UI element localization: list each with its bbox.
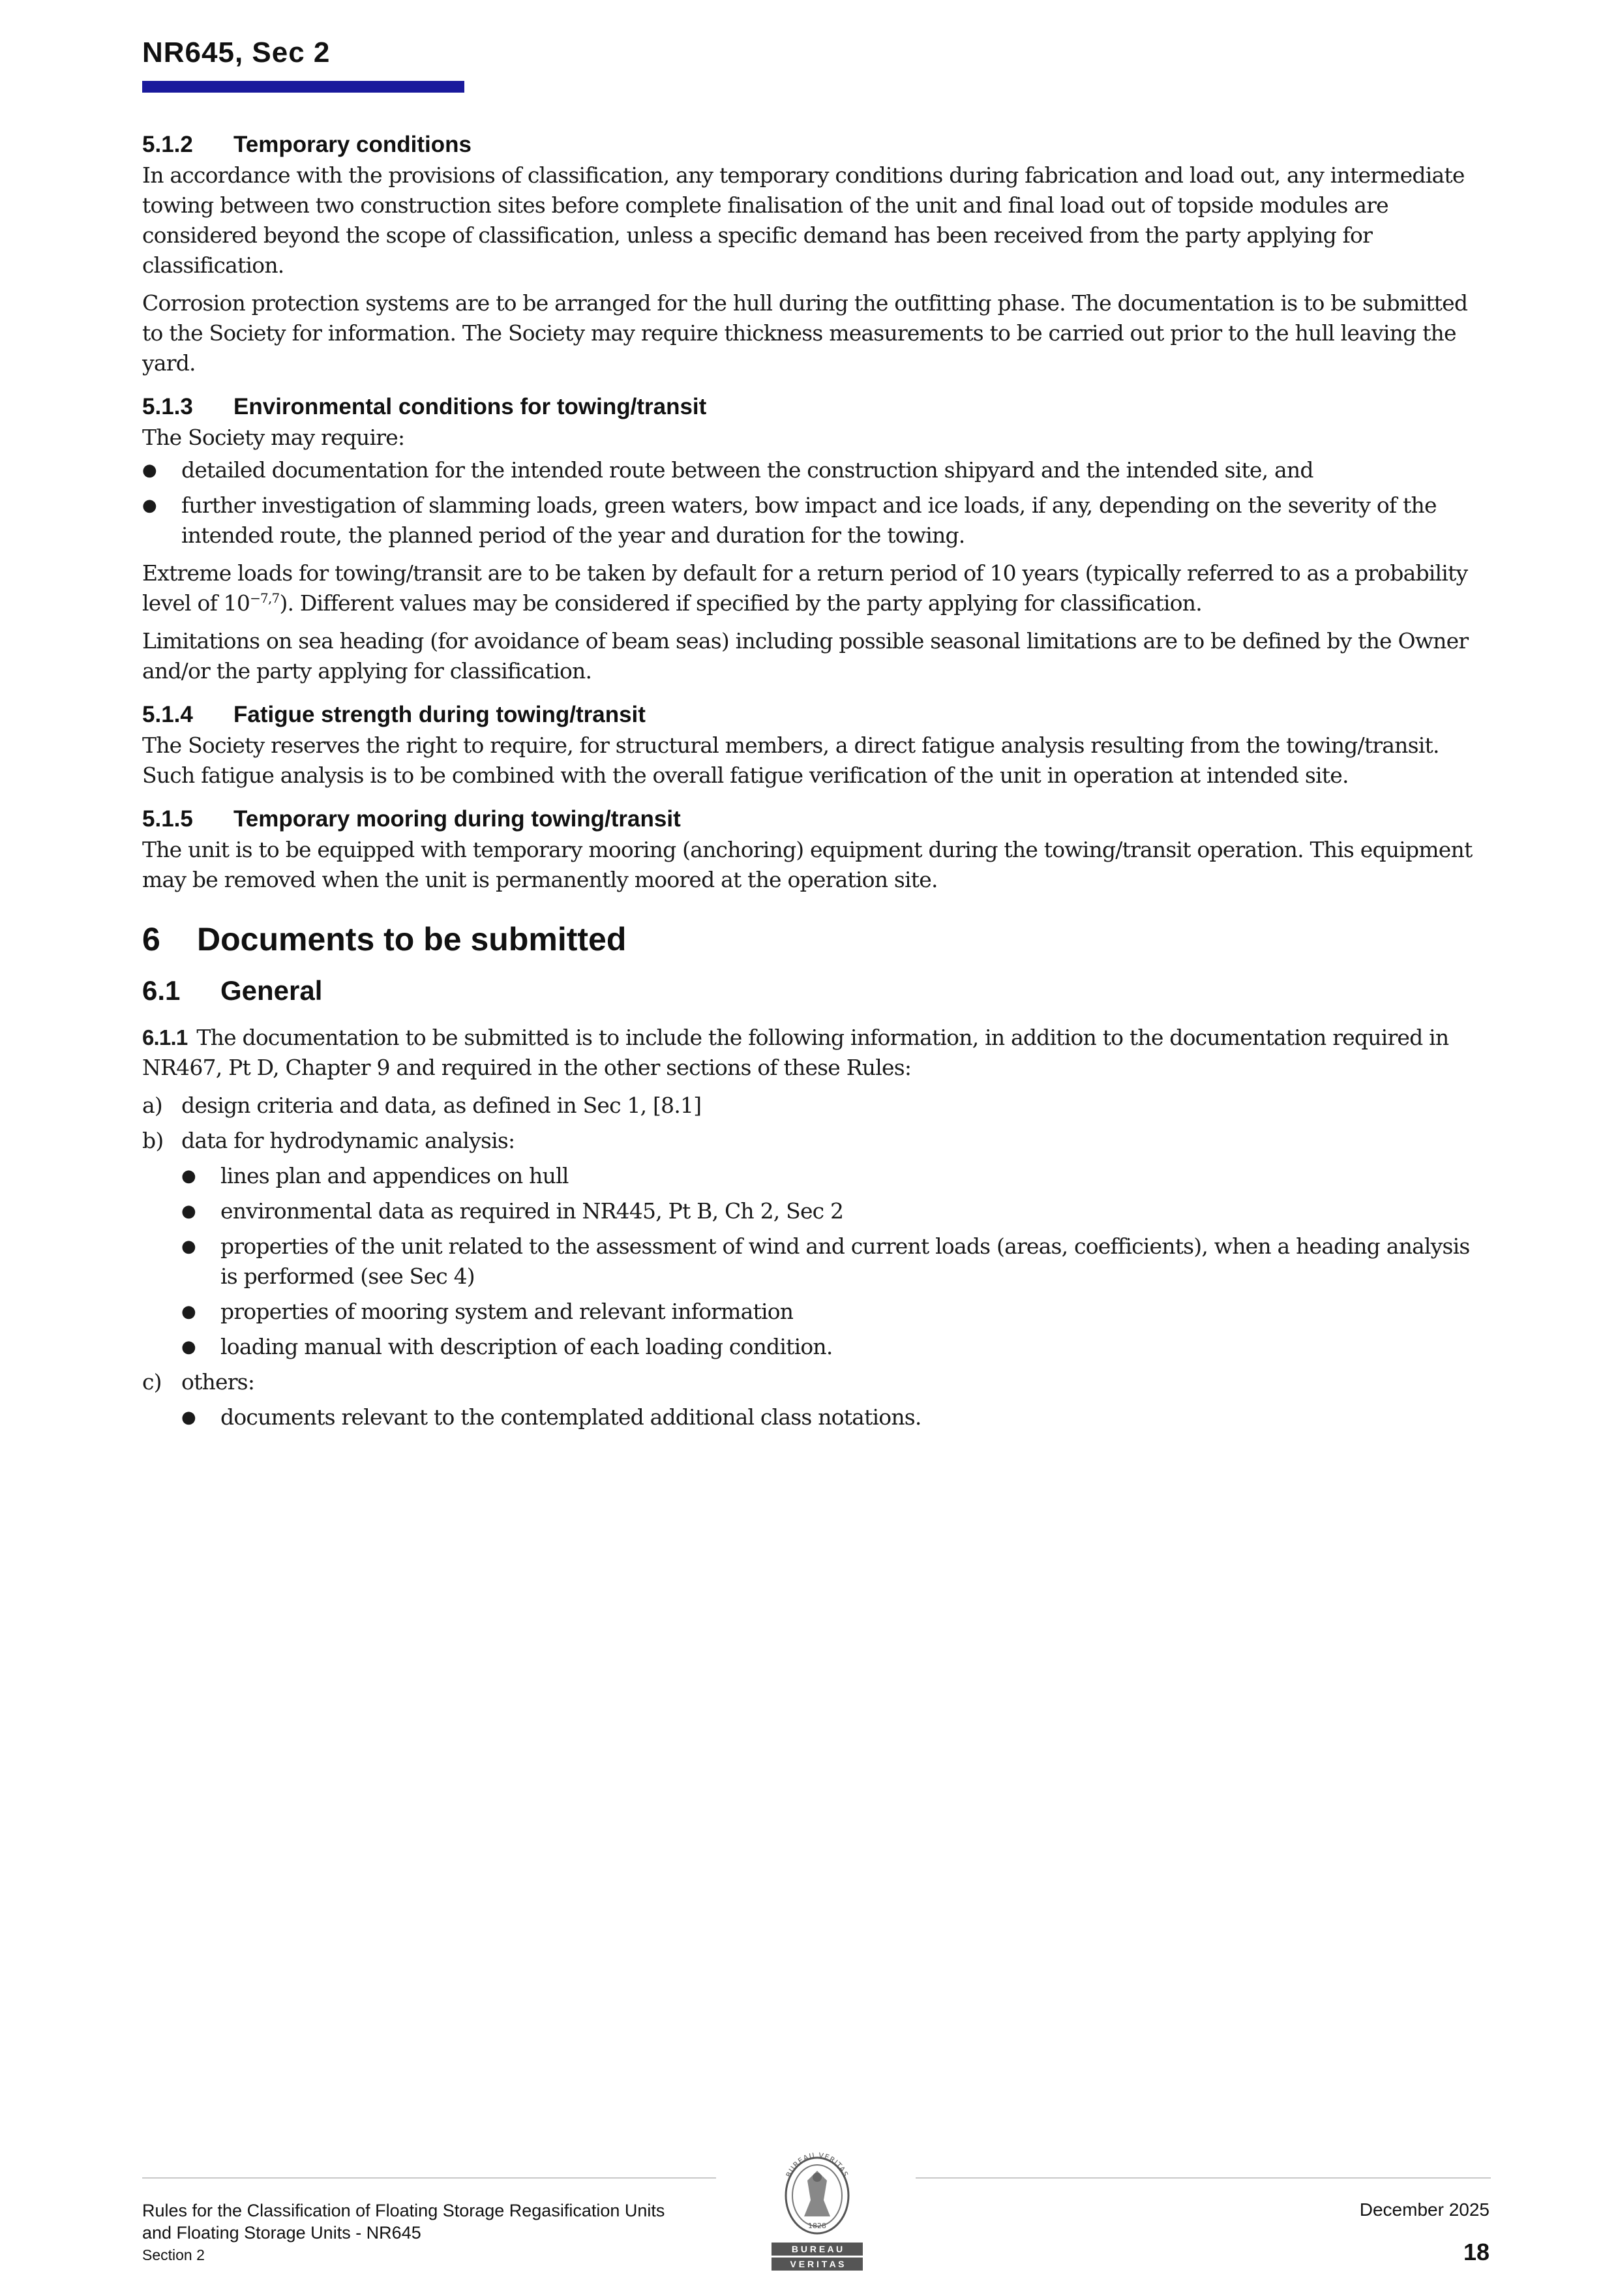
bullet-list bbox=[181, 1161, 1483, 1362]
lettered-list bbox=[142, 1091, 1483, 1432]
bullet-icon: ● bbox=[181, 1201, 196, 1221]
heading-5-1-2 bbox=[142, 130, 1483, 159]
footer-section: Section 2 bbox=[142, 2246, 205, 2263]
heading-number: 6.1 bbox=[142, 975, 181, 1006]
heading-5-1-4 bbox=[142, 701, 1483, 729]
heading-number: 5.1.3 bbox=[142, 394, 193, 419]
list-item: ● lines plan and appendices on hull bbox=[181, 1161, 1483, 1191]
bureau-veritas-logo bbox=[768, 2151, 866, 2275]
list-item-b: b) data for hydrodynamic analysis: ● lines plan and appendices on hull ● environmental data as required in NR445, Pt B, Ch 2, Sec 2 ● properties of the unit related to the assessment of wind and current loads (areas, coefficients), when a heading analysis is performed (see Sec 4) ● properties of mooring system and relevant information ● loading manual with description of each loading condition. bbox=[142, 1126, 1483, 1362]
heading-text: Fatigue strength during towing/transit bbox=[233, 702, 646, 727]
heading-number: 5.1.5 bbox=[142, 806, 193, 832]
paragraph: The unit is to be equipped with temporary mooring (anchoring) equipment during the towing/transit operation. This equipment may be removed when the unit is permanently moored at the operation site. bbox=[142, 837, 1473, 892]
list-item-a: a) design criteria and data, as defined in Sec 1, [8.1] bbox=[142, 1091, 1483, 1121]
svg-text:BUREAU VERITAS: BUREAU VERITAS bbox=[784, 2151, 850, 2179]
footer-rule-right bbox=[916, 2177, 1491, 2179]
page-number: 18 bbox=[1463, 2239, 1490, 2265]
list-item: ● environmental data as required in NR445, Pt B, Ch 2, Sec 2 bbox=[181, 1196, 1483, 1226]
paragraph-6-1-1: 6.1.1 The documentation to be submitted is to include the following information, in addition to the documentation required in NR467, Pt D, Chapter 9 and required in the other sections of these Rules: bbox=[142, 1025, 1449, 1080]
heading-number: 6 bbox=[142, 921, 160, 958]
footer-date: December 2025 bbox=[1359, 2199, 1490, 2220]
logo-text-bureau: B U R E A U bbox=[791, 2244, 843, 2254]
heading-number: 5.1.4 bbox=[142, 702, 193, 727]
footer-document-info bbox=[142, 2199, 665, 2266]
bullet-icon: ● bbox=[142, 461, 157, 480]
list-letter: c) bbox=[142, 1369, 162, 1395]
list-item: ● further investigation of slamming loads, green waters, bow impact and ice loads, if any, depending on the severity of the intended route, the planned period of the year and duration for the towing. bbox=[142, 491, 1483, 551]
heading-5-1-5 bbox=[142, 805, 1483, 834]
heading-text: Documents to be submitted bbox=[197, 921, 627, 958]
bullet-icon: ● bbox=[181, 1337, 196, 1357]
list-item: ● detailed documentation for the intended route between the construction shipyard and the intended site, and bbox=[142, 455, 1483, 485]
heading-text: Temporary conditions bbox=[233, 132, 472, 157]
list-item: ● properties of the unit related to the assessment of wind and current loads (areas, coefficients), when a heading analysis is performed (see Sec 4) bbox=[181, 1231, 1483, 1292]
heading-text: General bbox=[220, 975, 323, 1006]
list-letter: b) bbox=[142, 1128, 164, 1153]
header-accent-bar bbox=[142, 81, 464, 93]
bullet-icon: ● bbox=[181, 1166, 196, 1186]
heading-5-1-3 bbox=[142, 393, 1483, 421]
paragraph: In accordance with the provisions of classification, any temporary conditions during fabrication and load out, any intermediate towing between two construction sites before complete finalisation of the unit and final load out of topside modules are considered beyond the scope of classification, unless a specific demand has been received from the party applying for classification. bbox=[142, 162, 1465, 278]
bullet-icon: ● bbox=[181, 1237, 196, 1256]
heading-6 bbox=[142, 920, 1483, 959]
bullet-list bbox=[142, 455, 1483, 551]
heading-6-1 bbox=[142, 973, 1483, 1008]
list-item-c: c) others: ● documents relevant to the contemplated additional class notations. bbox=[142, 1367, 1483, 1432]
heading-text: Environmental conditions for towing/transit bbox=[233, 394, 707, 419]
paragraph: The Society reserves the right to require, for structural members, a direct fatigue analysis resulting from the towing/transit. Such fatigue analysis is to be combined with the overall fatigue verification of the unit in operation at intended site. bbox=[142, 733, 1439, 788]
superscript: −7,7 bbox=[250, 590, 280, 606]
paragraph-number: 6.1.1 bbox=[142, 1025, 188, 1050]
logo-year: 1828 bbox=[808, 2222, 826, 2230]
paragraph: The Society may require: bbox=[142, 425, 405, 450]
page-content bbox=[142, 130, 1483, 1438]
paragraph: Limitations on sea heading (for avoidance of beam seas) including possible seasonal limitations are to be defined by the Owner and/or the party applying for classification. bbox=[142, 628, 1469, 684]
list-letter: a) bbox=[142, 1093, 162, 1118]
bullet-icon: ● bbox=[181, 1302, 196, 1322]
list-item: ● loading manual with description of each loading condition. bbox=[181, 1332, 1483, 1362]
logo-text-veritas: V E R I T A S bbox=[790, 2259, 845, 2269]
footer-title-line-2: and Floating Storage Units - NR645 bbox=[142, 2223, 421, 2243]
footer-rule-left bbox=[142, 2177, 716, 2179]
bullet-icon: ● bbox=[142, 496, 157, 515]
heading-number: 5.1.2 bbox=[142, 132, 193, 157]
paragraph: Extreme loads for towing/transit are to be taken by default for a return period of 10 years (typically referred to as a probability level of $10^{-7,7}$). Different values may be considered if specified by the party applying for classification. bbox=[142, 560, 1468, 616]
bullet-list bbox=[181, 1402, 1483, 1432]
heading-text: Temporary mooring during towing/transit bbox=[233, 806, 681, 832]
running-header-title: NR645, Sec 2 bbox=[142, 37, 331, 68]
bullet-icon: ● bbox=[181, 1408, 196, 1427]
footer-title-line-1: Rules for the Classification of Floating Storage Regasification Units bbox=[142, 2201, 665, 2220]
list-item: ● documents relevant to the contemplated additional class notations. bbox=[181, 1402, 1483, 1432]
paragraph: Corrosion protection systems are to be arranged for the hull during the outfitting phase. The documentation is to be submitted to the Society for information. The Society may require thickness measurements to be carried out prior to the hull leaving the yard. bbox=[142, 290, 1468, 376]
list-item: ● properties of mooring system and relevant information bbox=[181, 1297, 1483, 1327]
